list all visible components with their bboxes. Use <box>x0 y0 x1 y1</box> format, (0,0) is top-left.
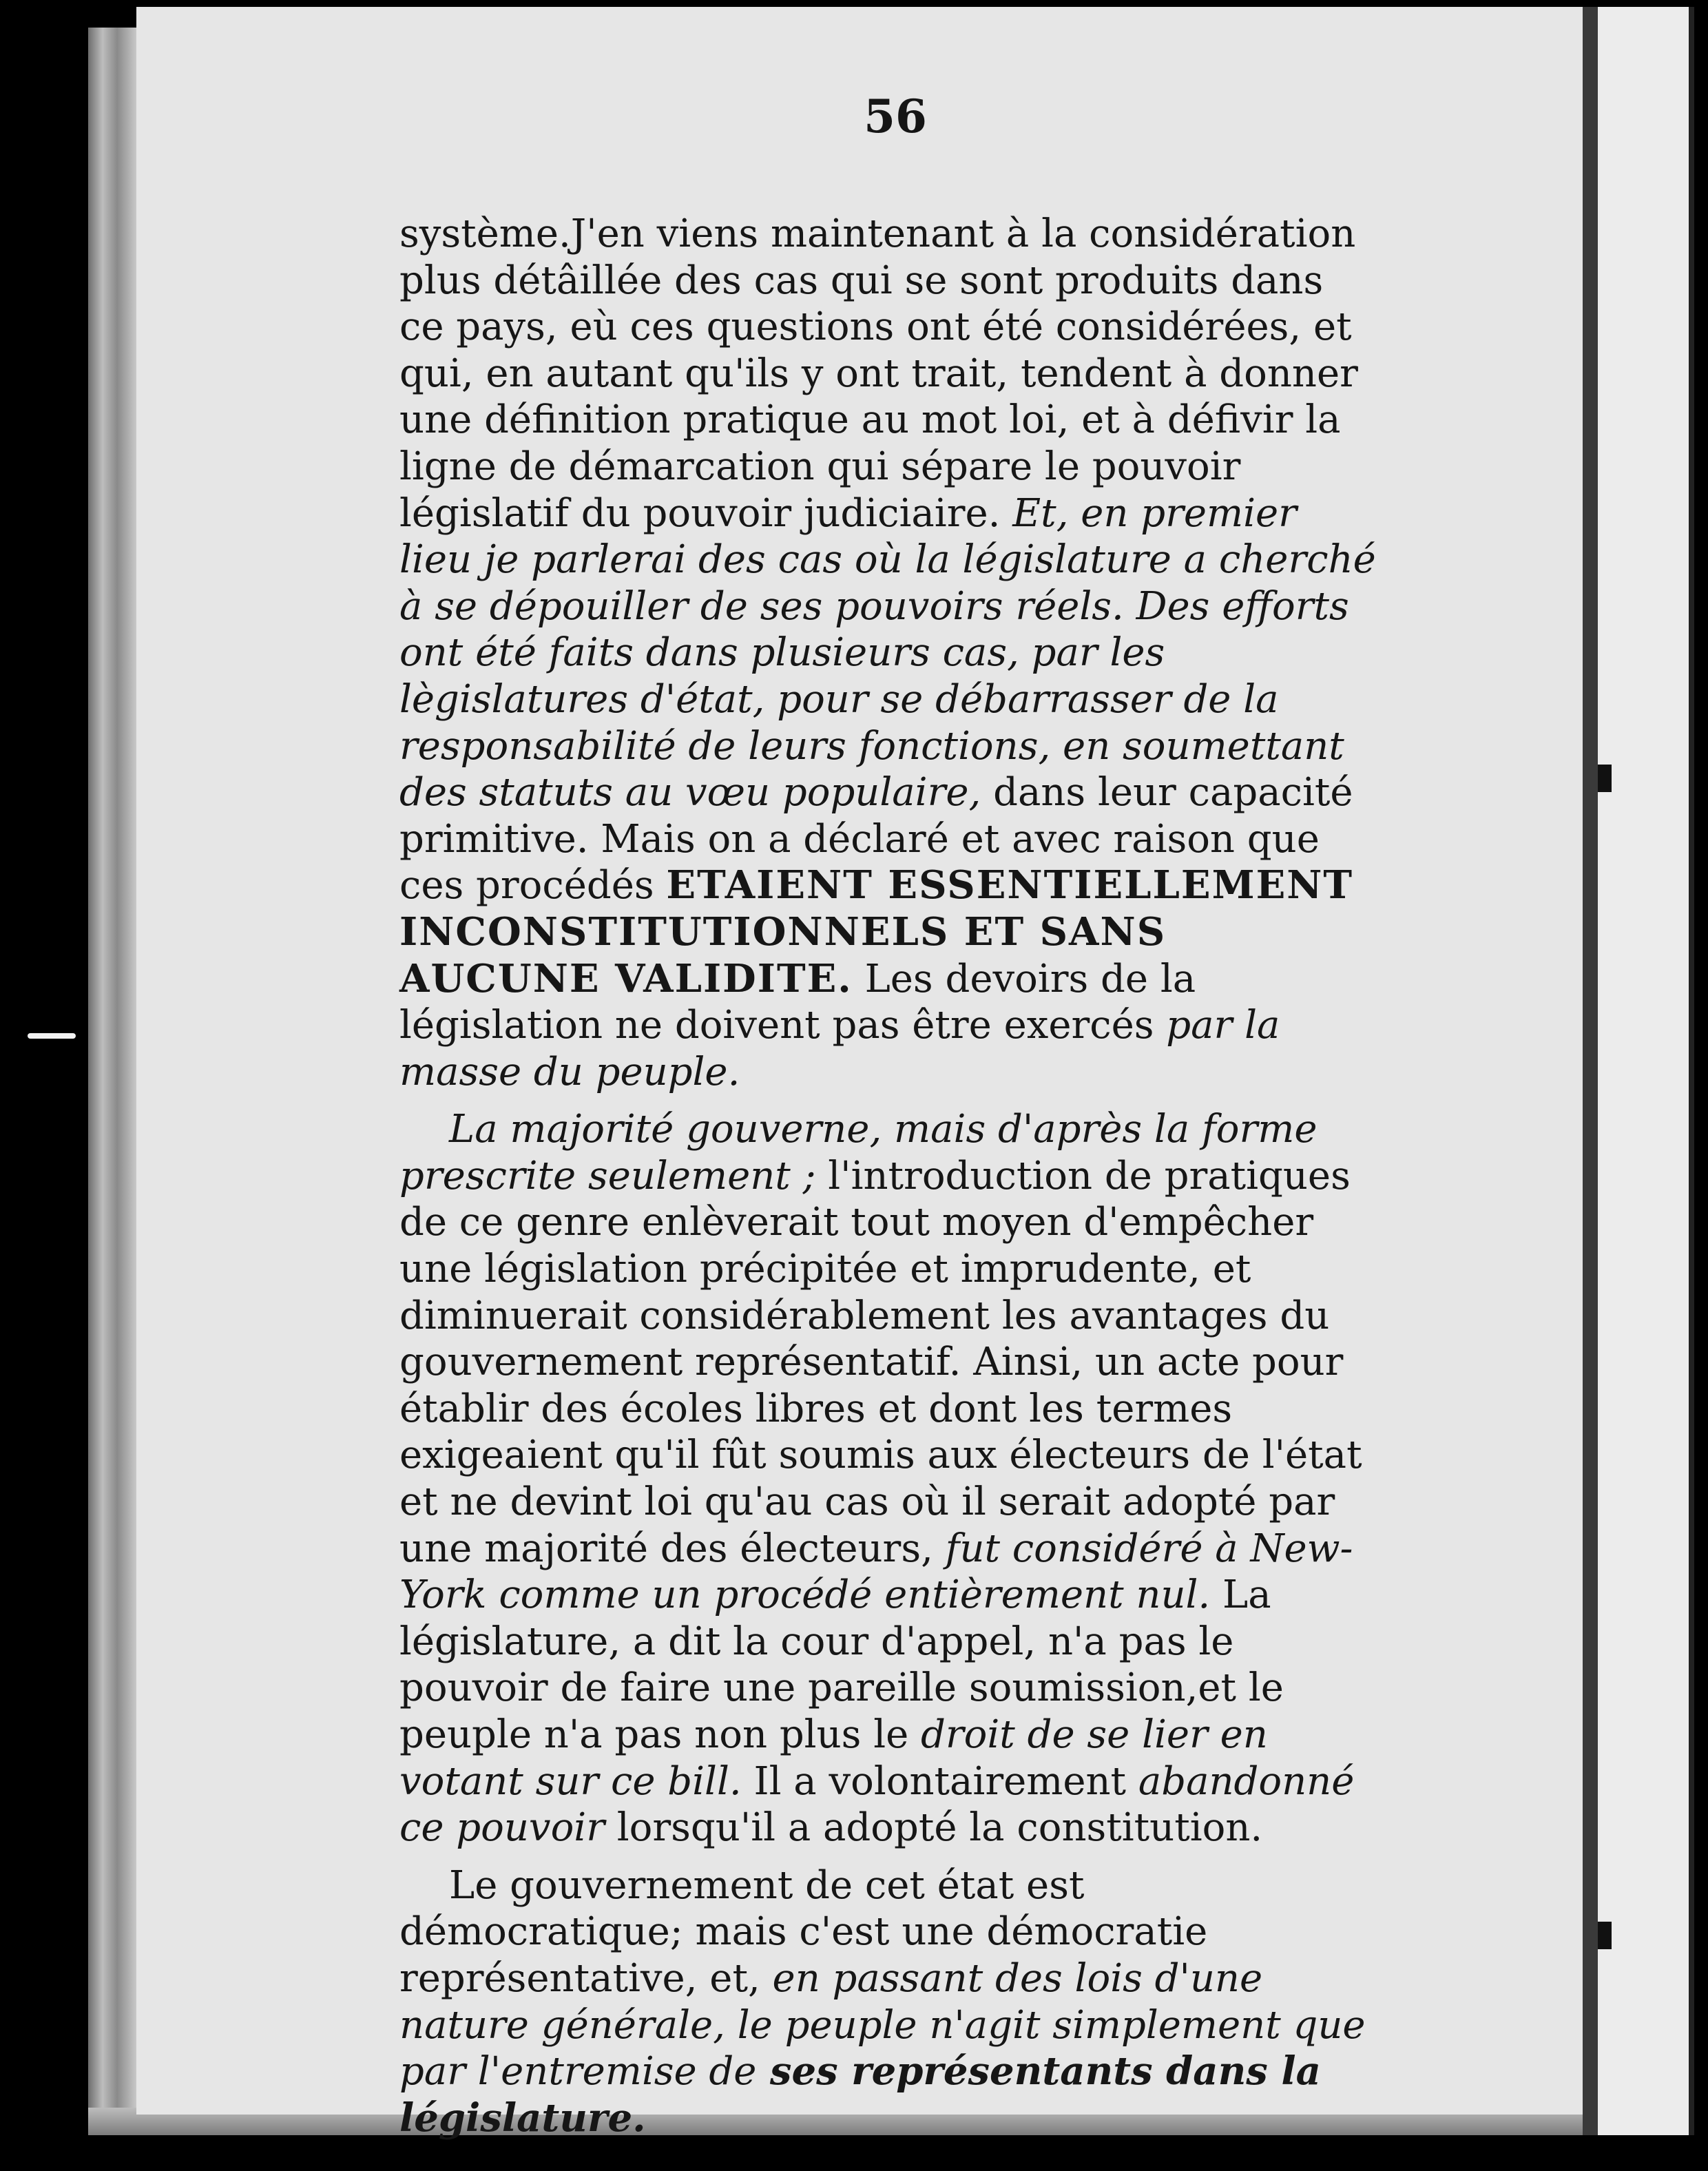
adjacent-page <box>1598 7 1694 2135</box>
book-page-edges <box>88 28 136 2121</box>
page-number: 56 <box>864 90 927 143</box>
body-text <box>399 211 1377 2141</box>
text-segment: La législature, a dit la cour d'appel, n'a pas le pouvoir de faire une pareille soumission,et le peuple n'a pas non plus le <box>399 1572 1284 1757</box>
text-segment-bold-italic: ses représentants dans la législature. <box>399 2048 1321 2141</box>
paragraph-1 <box>399 211 1377 1095</box>
text-segment: l'introduction de pratiques de ce genre enlèverait tout moyen d'empêcher une législation précipitée et imprudente, et diminuerait considérablement les avantages du gouvernement représentatif. Ainsi, un acte pour établir des écoles libres et dont les termes exigeaient qu'il fût soumis aux électeurs de l'état et ne devint loi qu'au cas où il serait adopté par une majorité des électeurs, <box>399 1153 1362 1571</box>
adjacent-page-mark <box>1598 1922 1612 1949</box>
paragraph-3 <box>399 1862 1377 2142</box>
paragraph-2 <box>399 1106 1377 1851</box>
text-segment: système.J'en viens maintenant à la considération plus détâillée des cas qui se sont produits dans ce pays, eù ces questions ont été considérées, et qui, en autant qu'ils y ont trait, tendent à donner une définition pratique au mot loi, et à défivir la ligne de démarcation qui sépare le pouvoir législatif du pouvoir judiciaire. <box>399 211 1358 536</box>
text-segment: lorsqu'il a adopté la constitution. <box>604 1805 1263 1851</box>
text-segment-italic: La majorité gouverne, mais d'après la forme prescrite seulement ; <box>399 1107 1318 1198</box>
text-segment-italic: abandonné ce pouvoir <box>399 1758 1355 1851</box>
text-segment-italic: droit de se lier en votant sur ce bill. <box>399 1712 1268 1804</box>
text-segment-italic: en passant des lois d'une nature générale, le peuple n'agit simplement que par l'entremise de <box>399 1955 1366 2095</box>
text-segment-italic: par la masse du peuple. <box>399 1003 1280 1094</box>
text-segment-italic: Et, en premier lieu je parlerai des cas où la législature a cherché à se dépouiller de ses pouvoirs réels. Des efforts ont été faits dans plusieurs cas, par les lègislatures d'état, pour se débarrasser de la responsabilité de leurs fonctions, en soumettant des statuts au vœu populaire, <box>399 490 1376 816</box>
scan-speck <box>28 1033 76 1039</box>
text-segment: Le gouvernement de cet état est démocratique; mais c'est une démocratie représentative, et, <box>399 1862 1208 2001</box>
text-segment: dans leur capacité primitive. Mais on a déclaré et avec raison que ces procédés <box>399 770 1353 908</box>
text-segment-italic: fut considéré à New-York comme un procédé entièrement nul. <box>399 1526 1353 1618</box>
text-segment: Les devoirs de la législation ne doivent pas être exercés <box>399 956 1196 1048</box>
adjacent-page-rule <box>1689 7 1694 2135</box>
adjacent-page-mark <box>1598 765 1612 792</box>
text-segment: Il a volontairement <box>741 1758 1138 1804</box>
text-segment-smallcaps: ETAIENT ESSENTIELLEMENT INCONSTITUTIONNELS ET SANS AUCUNE VALIDITE. <box>399 862 1354 1001</box>
book-gutter <box>1583 7 1598 2135</box>
